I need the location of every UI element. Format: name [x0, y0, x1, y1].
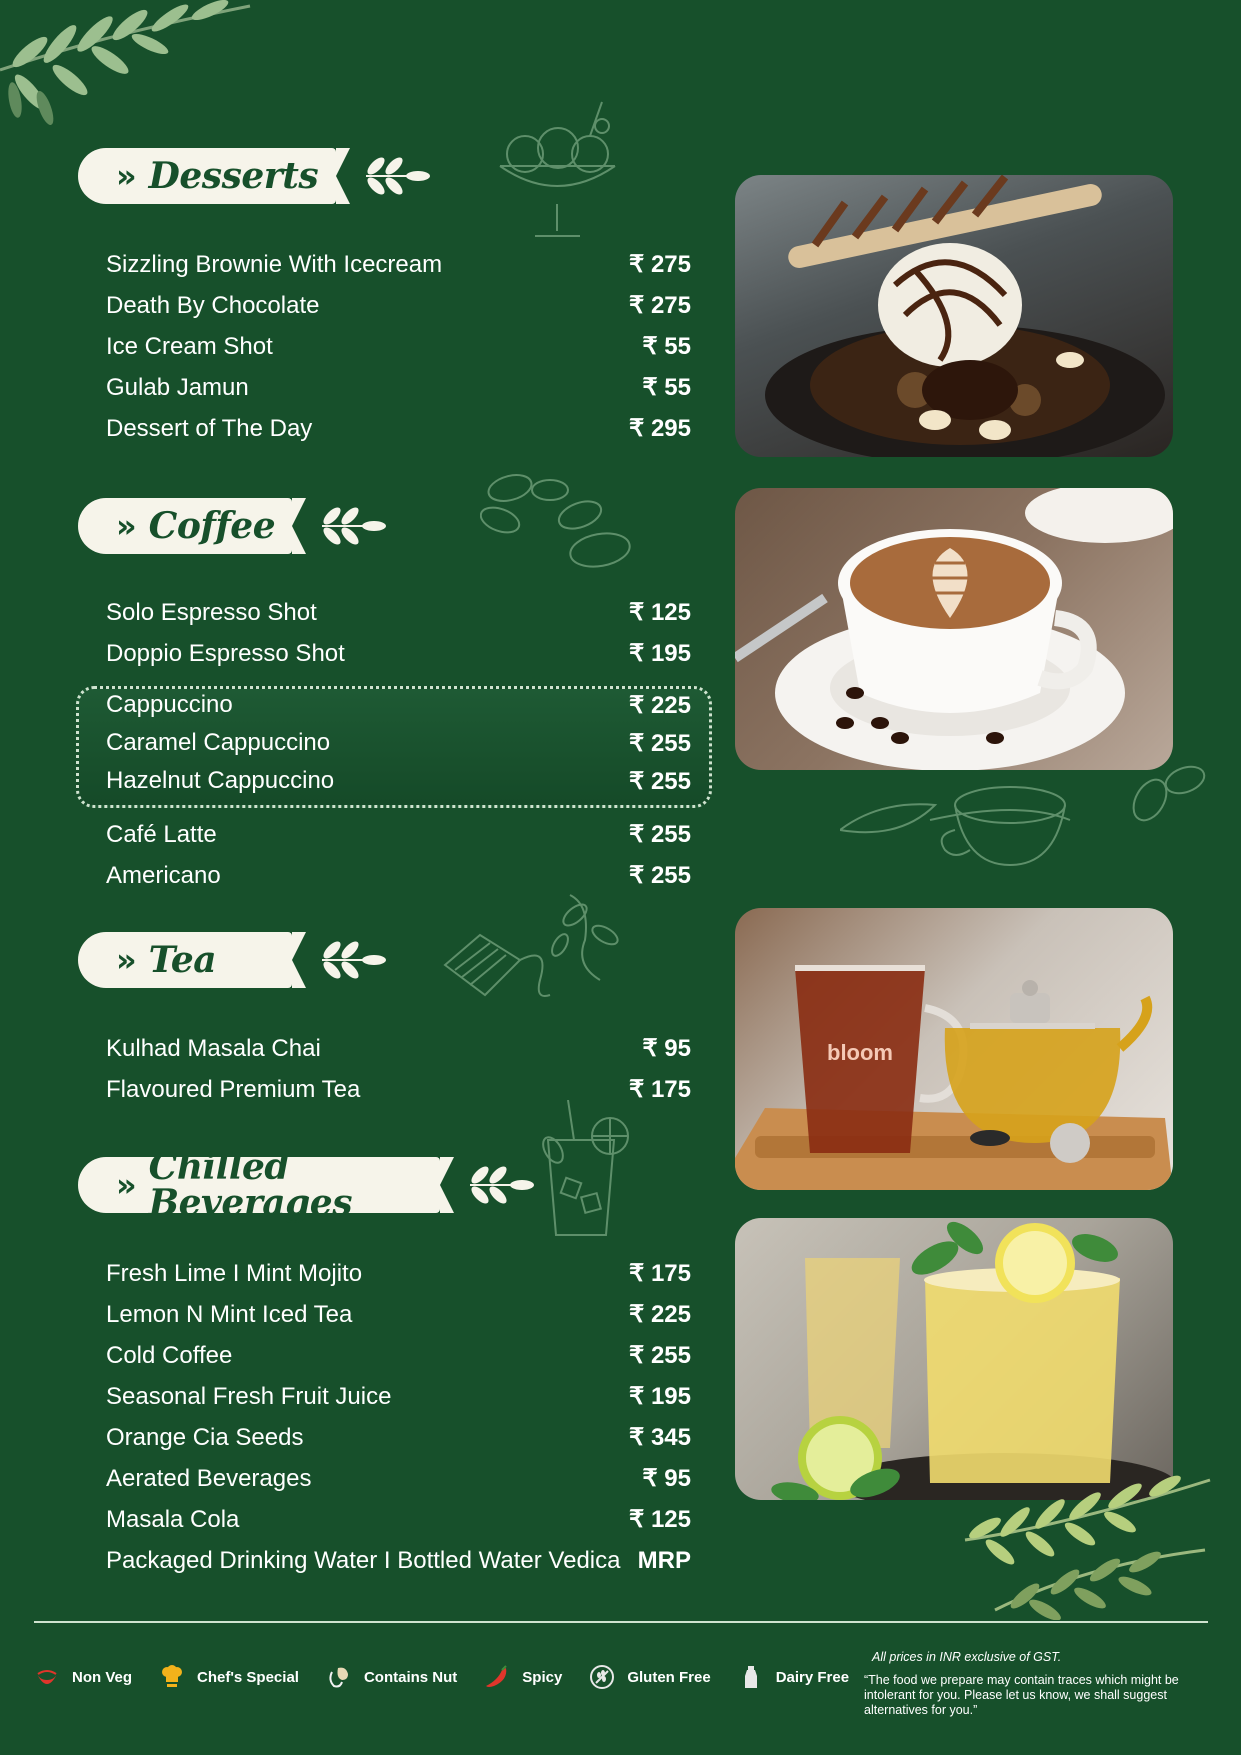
item-name: Orange Cia Seeds [106, 1423, 304, 1451]
item-name: Solo Espresso Shot [106, 598, 317, 626]
nut-icon [326, 1664, 352, 1690]
coffee-beans-sketch-icon [480, 460, 650, 580]
item-price: ₹ 255 [629, 729, 691, 757]
item-price: ₹ 255 [629, 821, 691, 848]
non-veg-icon [34, 1664, 60, 1690]
chilled-header [78, 1146, 534, 1224]
legend-item-dairy-free [738, 1664, 849, 1690]
allergy-disclaimer: “The food we prepare may contain traces which might be intolerant for you. Please let us know, we shall suggest alternatives for you.” [864, 1673, 1179, 1717]
sprig-icon [358, 154, 430, 198]
menu-item [106, 762, 691, 800]
item-price: ₹ 95 [642, 1035, 691, 1062]
menu-item [106, 814, 691, 855]
sprig-icon [314, 938, 386, 982]
sprig-icon [314, 504, 386, 548]
chevron-double-right-icon: » [116, 157, 137, 195]
item-price: ₹ 95 [642, 1465, 691, 1492]
item-name: Sizzling Brownie With Icecream [106, 250, 443, 278]
desserts-pill [78, 148, 336, 204]
chilled-pill [78, 1146, 440, 1224]
coffee-header [78, 498, 386, 554]
item-price: MRP [637, 1546, 691, 1574]
desserts-header [78, 148, 430, 204]
cappuccino-illustration [735, 488, 1173, 770]
item-name: Lemon N Mint Iced Tea [106, 1300, 353, 1328]
menu-item [106, 285, 691, 326]
menu-item [106, 326, 691, 367]
item-price: ₹ 255 [629, 862, 691, 889]
section-title: Chilled Beverages [148, 1146, 352, 1224]
lemonade-illustration [735, 1218, 1173, 1500]
coffee-photo [735, 488, 1173, 770]
menu-item [106, 724, 691, 762]
legend-item-contains-nut [326, 1664, 457, 1690]
item-name: Cappuccino [106, 691, 233, 718]
dessert-photo [735, 175, 1173, 457]
coffee-more-list [106, 814, 691, 896]
item-price: ₹ 345 [629, 1424, 691, 1451]
menu-item [106, 1499, 691, 1540]
legend-label: Dairy Free [775, 1668, 850, 1686]
leaf-branch-bottom-right [955, 1470, 1225, 1620]
item-price: ₹ 125 [629, 599, 691, 626]
tea-list [106, 1028, 691, 1110]
item-price: ₹ 225 [629, 1301, 691, 1328]
section-title: Desserts [148, 155, 319, 197]
menu-item [106, 592, 691, 633]
item-name: Masala Cola [106, 1505, 240, 1533]
legend-label: Spicy [522, 1668, 563, 1686]
sprig-icon [462, 1163, 534, 1207]
menu-item [106, 633, 691, 674]
menu-item [106, 1253, 691, 1294]
chevron-double-right-icon: » [116, 941, 137, 979]
gluten-free-icon [589, 1664, 615, 1690]
leaf-branch-top-left [0, 0, 270, 140]
milk-bottle-icon [738, 1664, 764, 1690]
item-price: ₹ 255 [629, 767, 691, 795]
item-name: Café Latte [106, 820, 217, 848]
menu-item [106, 686, 691, 724]
legend-item-non-veg [34, 1664, 132, 1690]
item-price: ₹ 225 [629, 691, 691, 719]
coffee-list [106, 592, 691, 674]
legend-label: Contains Nut [363, 1668, 458, 1686]
dietary-legend [34, 1664, 876, 1690]
item-price: ₹ 175 [629, 1076, 691, 1103]
brownie-illustration [735, 175, 1173, 457]
item-name: Doppio Espresso Shot [106, 639, 345, 667]
menu-item [106, 367, 691, 408]
item-price: ₹ 55 [642, 374, 691, 401]
item-name: Hazelnut Cappuccino [106, 767, 335, 794]
menu-item [106, 1417, 691, 1458]
item-price: ₹ 55 [642, 333, 691, 360]
item-price: ₹ 195 [629, 640, 691, 667]
lemonade-photo [735, 1218, 1173, 1500]
menu-item [106, 244, 691, 285]
item-price: ₹ 275 [629, 292, 691, 319]
section-title: Coffee [148, 505, 276, 547]
item-name: Americano [106, 861, 221, 889]
tea-header [78, 932, 386, 988]
chilled-list [106, 1253, 691, 1581]
footer-notes [864, 1650, 1204, 1718]
item-price: ₹ 295 [629, 415, 691, 442]
cup-brand-text: bloom [827, 1040, 893, 1065]
legend-label: Non Veg [72, 1668, 133, 1686]
chevron-double-right-icon: » [116, 1166, 137, 1204]
item-price: ₹ 175 [629, 1260, 691, 1287]
tea-pill [78, 932, 292, 988]
item-price: ₹ 275 [629, 251, 691, 278]
item-name: Gulab Jamun [106, 373, 249, 401]
coffee-pill [78, 498, 292, 554]
tea-bag-sketch-icon [440, 885, 630, 1010]
item-name: Dessert of The Day [106, 414, 313, 442]
menu-item [106, 1540, 691, 1581]
legend-label: Gluten Free [627, 1668, 711, 1686]
legend-item-chefs-special [159, 1664, 299, 1690]
menu-item [106, 408, 691, 449]
item-name: Flavoured Premium Tea [106, 1075, 361, 1103]
ice-cream-sketch-icon [490, 96, 625, 256]
tea-photo [735, 908, 1173, 1190]
chef-hat-icon [159, 1664, 185, 1690]
legend-item-spicy [484, 1664, 562, 1690]
section-title: Tea [148, 939, 217, 981]
menu-item [106, 1458, 691, 1499]
item-name: Fresh Lime I Mint Mojito [106, 1259, 363, 1287]
menu-item [106, 1294, 691, 1335]
menu-item [106, 1028, 691, 1069]
item-price: ₹ 125 [629, 1506, 691, 1533]
gst-note: All prices in INR exclusive of GST. [872, 1650, 1062, 1664]
item-name: Ice Cream Shot [106, 332, 273, 360]
item-price: ₹ 195 [629, 1383, 691, 1410]
menu-item [106, 1376, 691, 1417]
item-name: Aerated Beverages [106, 1464, 312, 1492]
legend-item-gluten-free [589, 1664, 710, 1690]
chili-icon [484, 1664, 510, 1690]
item-name: Cold Coffee [106, 1341, 233, 1369]
coffee-cup-sketch-icon [840, 760, 1220, 880]
item-name: Caramel Cappuccino [106, 729, 331, 756]
menu-item [106, 1335, 691, 1376]
item-name: Packaged Drinking Water I Bottled Water Vedica [106, 1546, 621, 1574]
legend-label: Chef's Special [197, 1668, 299, 1686]
tea-illustration [735, 908, 1173, 1190]
desserts-list [106, 244, 691, 449]
chevron-double-right-icon: » [116, 507, 137, 545]
item-name: Death By Chocolate [106, 291, 320, 319]
item-name: Seasonal Fresh Fruit Juice [106, 1382, 392, 1410]
cappuccino-list [106, 686, 691, 800]
item-name: Kulhad Masala Chai [106, 1034, 321, 1062]
drink-glass-sketch-icon [528, 1100, 638, 1240]
item-price: ₹ 255 [629, 1342, 691, 1369]
footer-divider [34, 1621, 1208, 1623]
